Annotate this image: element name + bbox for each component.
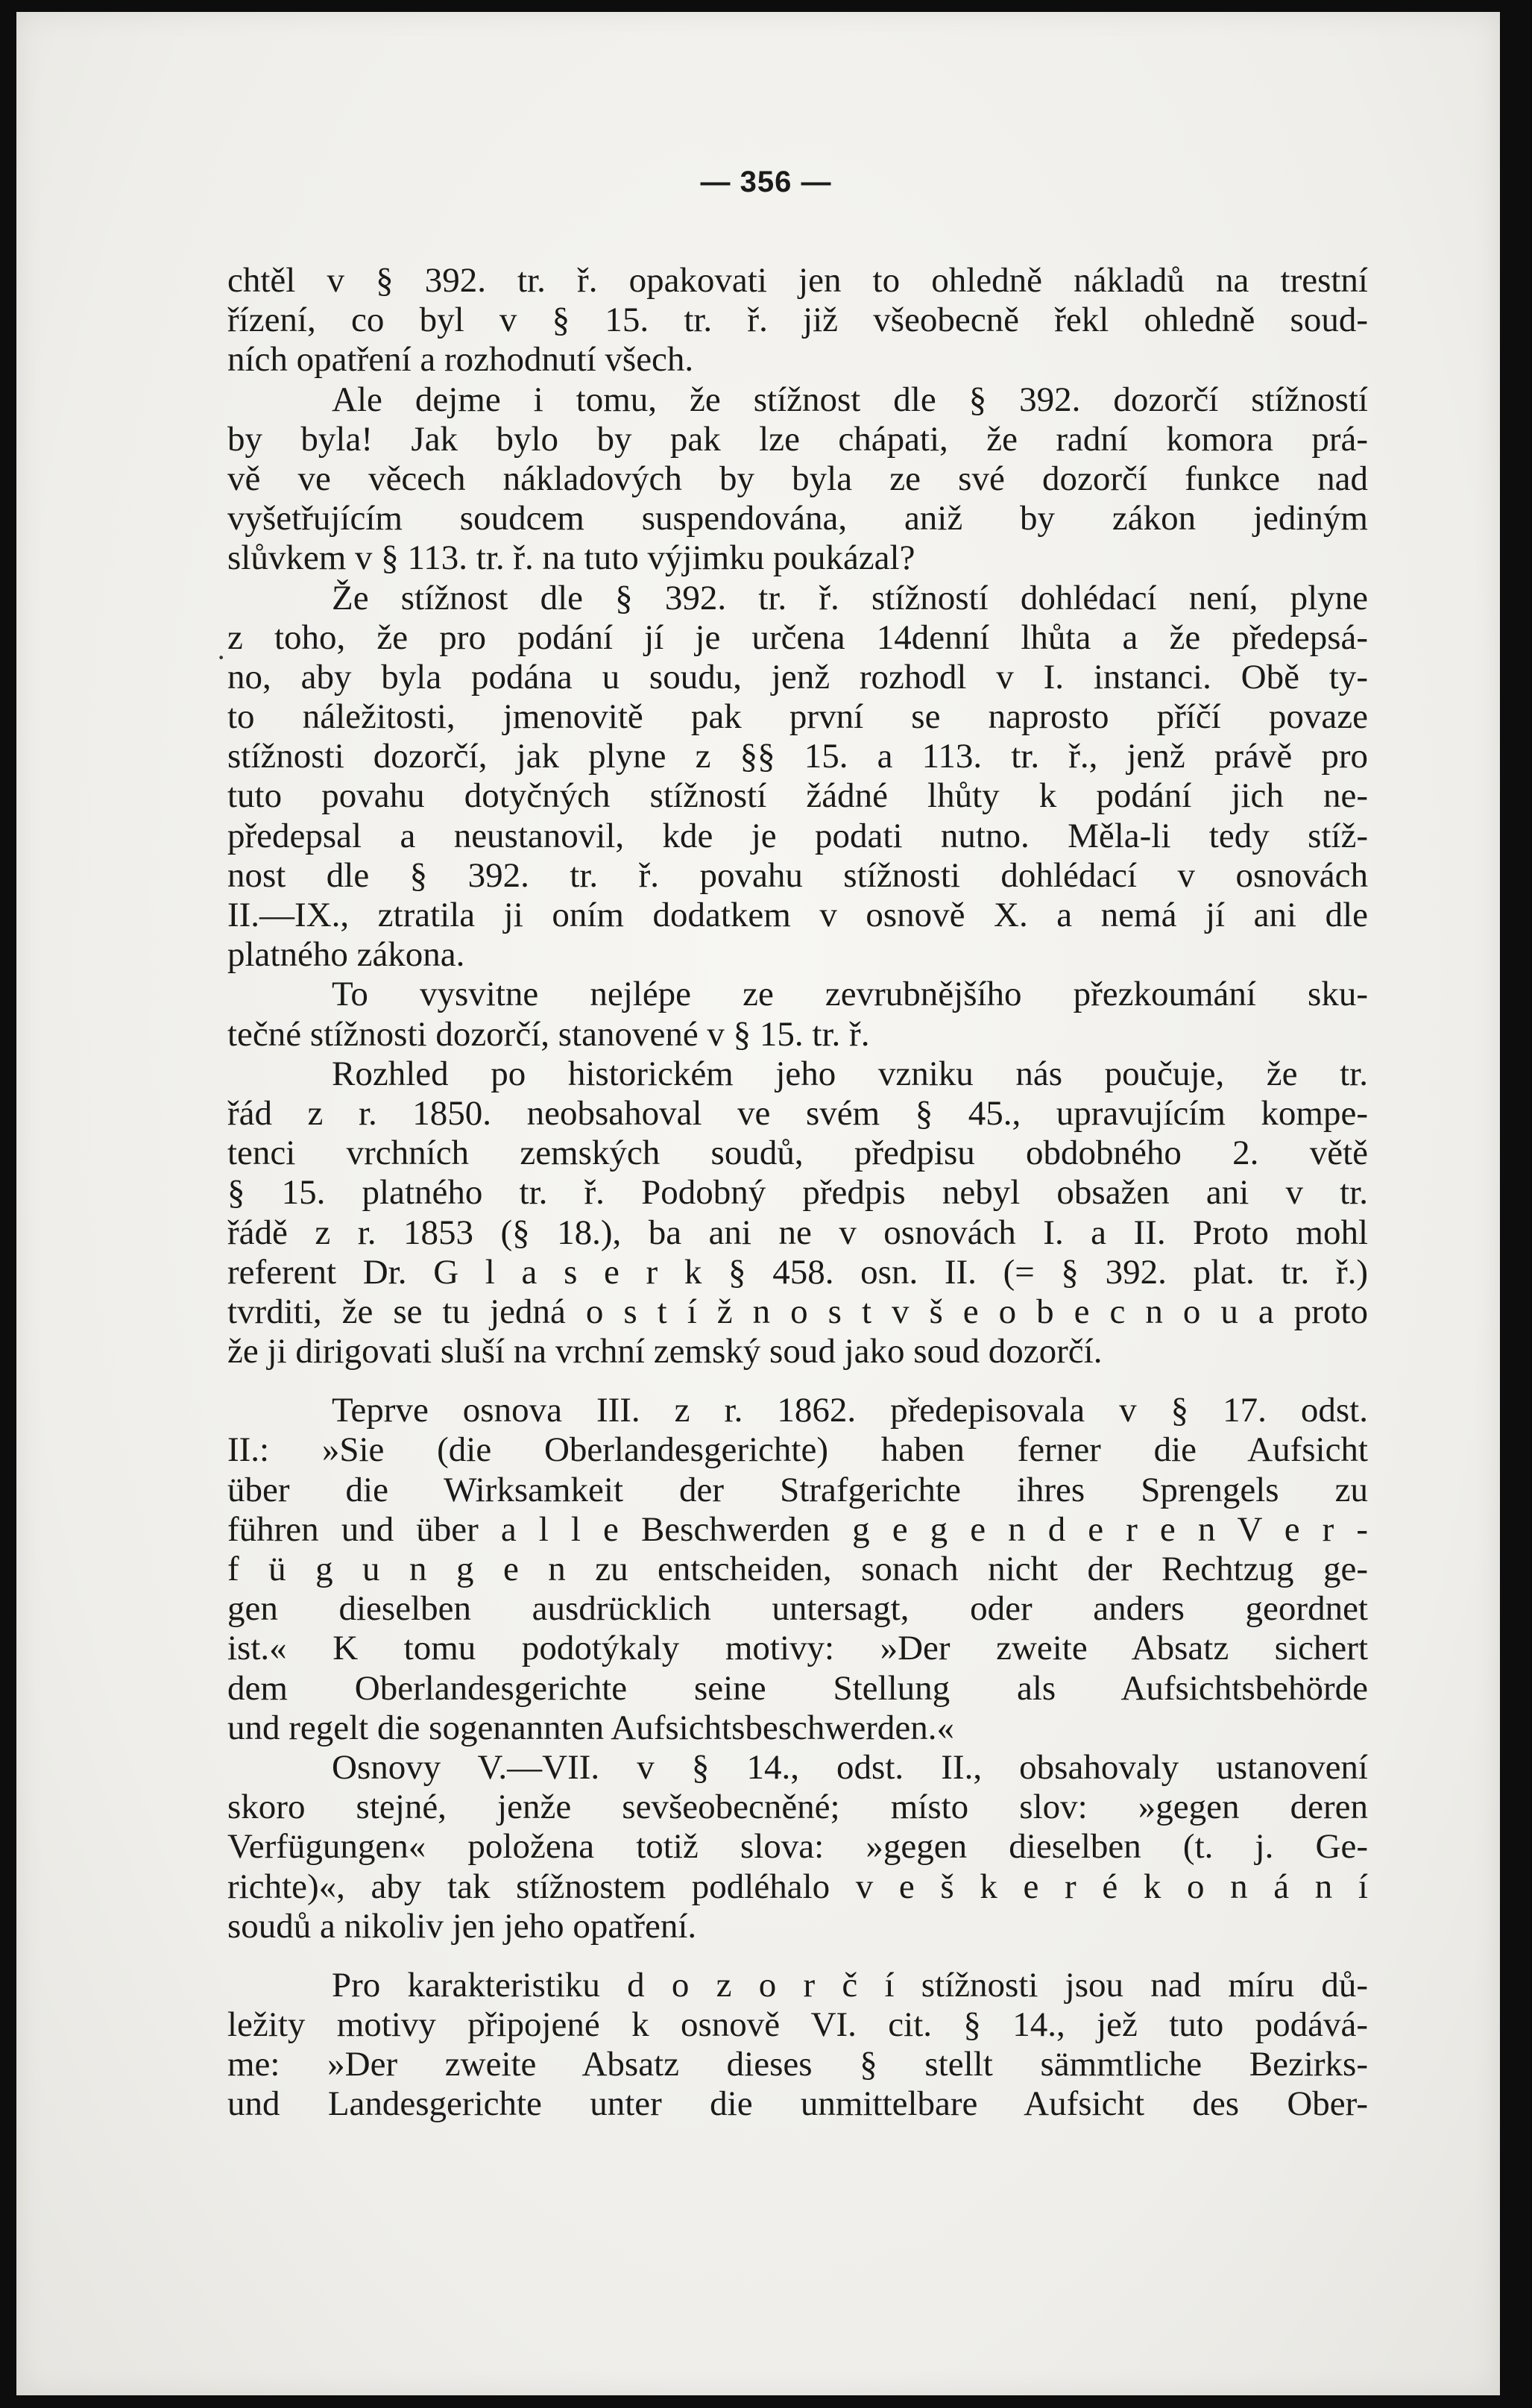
text-line: me: »Der zweite Absatz dieses § stellt sämmtliche Bezirks- bbox=[227, 2045, 1368, 2084]
paragraph bbox=[227, 380, 1368, 579]
text-line: Teprve osnova III. z r. 1862. předepisovala v § 17. odst. bbox=[332, 1391, 1368, 1430]
text-line: führen und über a l l e Beschwerden g e g e n d e r e n V e r - bbox=[227, 1509, 1368, 1549]
text-line: skoro stejné, jenže sevšeobecněné; místo slov: »gegen deren bbox=[227, 1788, 1368, 1827]
text-line: II.—IX., ztratila ji oním dodatkem v osnově X. a nemá jí ani dle bbox=[227, 896, 1368, 934]
text-line: vě ve věcech nákladových by byla ze své dozorčí funkce nad bbox=[227, 459, 1368, 498]
text-line: tvrditi, že se tu jedná o s t í ž n o s t v š e o b e c n o u a proto bbox=[227, 1292, 1368, 1331]
text-line: no, aby byla podána u soudu, jenž rozhodl v I. instanci. Obě ty- bbox=[227, 657, 1368, 697]
text-line: gen dieselben ausdrücklich untersagt, oder anders geordnet bbox=[227, 1589, 1368, 1629]
text-line: Že stížnost dle § 392. tr. ř. stížností dohlédací není, plyne bbox=[332, 578, 1368, 617]
paragraph bbox=[227, 1966, 1368, 2125]
text-line: dem Oberlandesgerichte seine Stellung als Aufsichtsbehörde bbox=[227, 1668, 1368, 1708]
text-line: Ale dejme i tomu, že stížnost dle § 392. dozorčí stížností bbox=[332, 380, 1368, 419]
text-line: Verfügungen« položena totiž slova: »gegen dieselben (t. j. Ge- bbox=[227, 1827, 1368, 1867]
page-number: — 356 — bbox=[700, 166, 832, 198]
text-line: nost dle § 392. tr. ř. povahu stížnosti dohlédací v osnovách bbox=[227, 855, 1368, 895]
text-line: referent Dr. G l a s e r k § 458. osn. II. (= § 392. plat. tr. ř.) bbox=[227, 1252, 1368, 1292]
text-line: že ji dirigovati sluší na vrchní zemský soud jako soud dozorčí. bbox=[227, 1332, 1103, 1371]
text-line: by byla! Jak bylo by pak lze chápati, že radní komora prá- bbox=[227, 419, 1368, 459]
text-line: předepsal a neustanovil, kde je podati nutno. Měla-li tedy stíž- bbox=[227, 816, 1368, 855]
text-line: Osnovy V.—VII. v § 14., odst. II., obsahovaly ustanovení bbox=[332, 1747, 1368, 1787]
text-line: tenci vrchních zemských soudů, předpisu obdobného 2. větě bbox=[227, 1134, 1368, 1173]
text-line: richte)«, aby tak stížnostem podléhalo v e š k e r é k o n á n í bbox=[227, 1867, 1368, 1906]
text-line: platného zákona. bbox=[227, 935, 465, 975]
text-line: ních opatření a rozhodnutí všech. bbox=[227, 340, 694, 380]
body-text bbox=[227, 261, 1368, 2125]
text-line: tečné stížnosti dozorčí, stanovené v § 15. tr. ř. bbox=[227, 1014, 870, 1054]
text-line: vyšetřujícím soudcem suspendována, aniž by zákon jediným bbox=[227, 499, 1368, 538]
paragraph bbox=[227, 1054, 1368, 1372]
text-line: řízení, co byl v § 15. tr. ř. již všeobecně řekl ohledně soud- bbox=[227, 301, 1368, 340]
text-line: f ü g u n g e n zu entscheiden, sonach nicht der Rechtzug ge- bbox=[227, 1550, 1368, 1588]
text-line: chtěl v § 392. tr. ř. opakovati jen to ohledně nákladů na trestní bbox=[227, 261, 1368, 300]
text-line: § 15. platného tr. ř. Podobný předpis nebyl obsažen ani v tr. bbox=[227, 1173, 1368, 1213]
text-line: ležity motivy připojené k osnově VI. cit. § 14., jež tuto podává- bbox=[227, 2005, 1368, 2045]
paragraph bbox=[227, 1391, 1368, 1748]
text-line: soudů a nikoliv jen jeho opatření. bbox=[227, 1906, 697, 1946]
paragraph bbox=[227, 261, 1368, 380]
margin-mark: · bbox=[216, 641, 227, 674]
paragraph bbox=[227, 1748, 1368, 1946]
text-line: stížnosti dozorčí, jak plyne z §§ 15. a 113. tr. ř., jenž právě pro bbox=[227, 737, 1368, 776]
text-line: To vysvitne nejlépe ze zevrubnějšího přezkoumání sku- bbox=[332, 975, 1368, 1014]
text-line: Pro karakteristiku d o z o r č í stížnosti jsou nad míru dů- bbox=[332, 1965, 1368, 2005]
text-line: to náležitosti, jmenovitě pak první se naprosto příčí povaze bbox=[227, 697, 1368, 737]
text-line: Rozhled po historickém jeho vzniku nás poučuje, že tr. bbox=[332, 1054, 1368, 1093]
text-line: und regelt die sogenannten Aufsichtsbeschwerden.« bbox=[227, 1708, 954, 1747]
text-line: über die Wirksamkeit der Strafgerichte ihres Sprengels zu bbox=[227, 1470, 1368, 1509]
text-line: und Landesgerichte unter die unmittelbare Aufsicht des Ober- bbox=[227, 2084, 1368, 2124]
text-line: tuto povahu dotyčných stížností žádné lhůty k podání jich ne- bbox=[227, 776, 1368, 816]
paragraph bbox=[227, 975, 1368, 1054]
text-line: II.: »Sie (die Oberlandesgerichte) haben ferner die Aufsicht bbox=[227, 1430, 1368, 1470]
text-line: řád z r. 1850. neobsahoval ve svém § 45., upravujícím kompe- bbox=[227, 1093, 1368, 1133]
text-line: z toho, že pro podání jí je určena 14denní lhůta a že předepsá- bbox=[227, 617, 1368, 657]
text-line: slůvkem v § 113. tr. ř. na tuto výjimku poukázal? bbox=[227, 538, 915, 578]
paragraph bbox=[227, 579, 1368, 975]
text-line: ist.« K tomu podotýkaly motivy: »Der zweite Absatz sichert bbox=[227, 1629, 1368, 1668]
text-line: řádě z r. 1853 (§ 18.), ba ani ne v osnovách I. a II. Proto mohl bbox=[227, 1213, 1368, 1252]
